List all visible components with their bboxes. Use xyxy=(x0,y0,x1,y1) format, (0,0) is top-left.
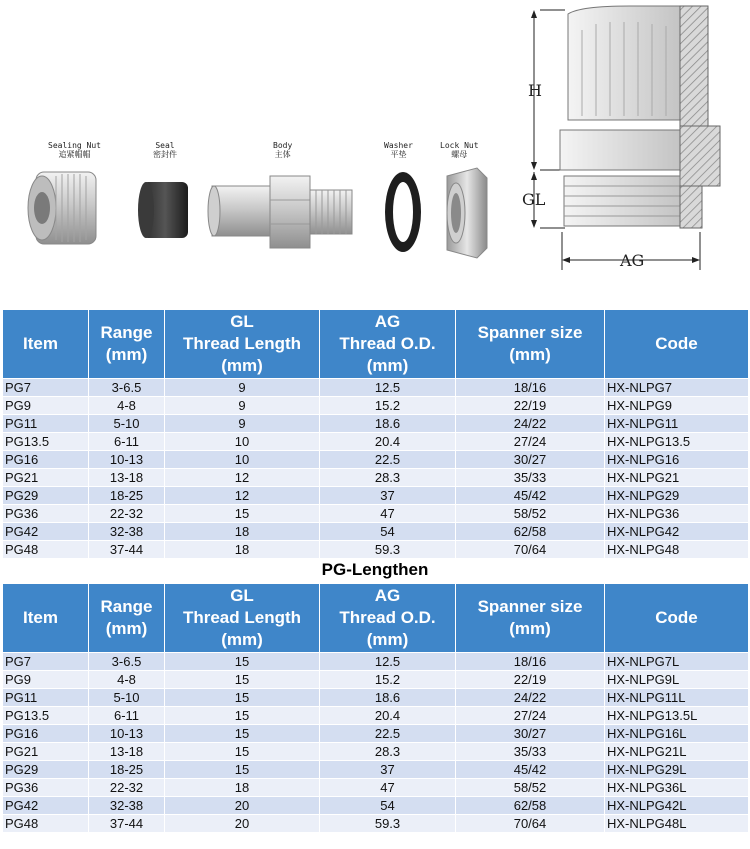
cell-item: PG11 xyxy=(3,415,89,433)
header-range: Range (mm) xyxy=(89,584,165,653)
lengthen-title: PG-Lengthen xyxy=(321,560,429,579)
table-row xyxy=(3,779,749,797)
cell-range: 18-25 xyxy=(89,761,165,779)
cell-gl: 10 xyxy=(165,433,320,451)
cell-range: 22-32 xyxy=(89,779,165,797)
cell-spanner: 62/58 xyxy=(456,523,605,541)
header-gl: GL Thread Length (mm) xyxy=(165,584,320,653)
cell-range: 5-10 xyxy=(89,415,165,433)
table-row xyxy=(3,653,749,671)
cell-item: PG48 xyxy=(3,541,89,559)
cell-spanner: 70/64 xyxy=(456,815,605,833)
cell-gl: 18 xyxy=(165,779,320,797)
body-icon xyxy=(208,176,352,248)
lengthen-table-body xyxy=(3,653,749,833)
cell-spanner: 58/52 xyxy=(456,779,605,797)
cell-gl: 15 xyxy=(165,505,320,523)
table-row xyxy=(3,541,749,559)
table-row xyxy=(3,671,749,689)
header-spanner: Spanner size (mm) xyxy=(456,310,605,379)
sealing-nut-label: Sealing Nut 追紧帽帽 xyxy=(48,141,101,159)
standard-spec-table xyxy=(2,309,749,559)
cell-ag: 15.2 xyxy=(320,397,456,415)
cell-range: 3-6.5 xyxy=(89,653,165,671)
cell-code: HX-NLPG7L xyxy=(605,653,749,671)
table-row xyxy=(3,415,749,433)
cell-gl: 10 xyxy=(165,451,320,469)
cell-ag: 20.4 xyxy=(320,707,456,725)
cell-gl: 9 xyxy=(165,415,320,433)
cell-code: HX-NLPG42 xyxy=(605,523,749,541)
header-ag: AG Thread O.D. (mm) xyxy=(320,310,456,379)
dimension-drawing xyxy=(520,0,750,300)
cell-ag: 20.4 xyxy=(320,433,456,451)
cell-ag: 54 xyxy=(320,523,456,541)
cell-ag: 15.2 xyxy=(320,671,456,689)
cell-gl: 15 xyxy=(165,743,320,761)
cell-range: 32-38 xyxy=(89,523,165,541)
cell-code: HX-NLPG13.5L xyxy=(605,707,749,725)
cell-ag: 12.5 xyxy=(320,653,456,671)
cell-item: PG16 xyxy=(3,725,89,743)
cell-code: HX-NLPG29L xyxy=(605,761,749,779)
lock-nut-icon xyxy=(447,168,487,258)
cell-ag: 22.5 xyxy=(320,451,456,469)
cell-item: PG48 xyxy=(3,815,89,833)
cell-code: HX-NLPG16 xyxy=(605,451,749,469)
lock-nut-label: Lock Nut 螺母 xyxy=(440,141,479,159)
cell-item: PG21 xyxy=(3,743,89,761)
cross-section-drawing xyxy=(520,0,750,300)
table-row xyxy=(3,469,749,487)
header-code: Code xyxy=(605,310,749,379)
cell-spanner: 35/33 xyxy=(456,743,605,761)
table-row xyxy=(3,487,749,505)
cell-code: HX-NLPG48 xyxy=(605,541,749,559)
table-row xyxy=(3,725,749,743)
cell-range: 10-13 xyxy=(89,725,165,743)
cell-range: 6-11 xyxy=(89,433,165,451)
cell-spanner: 24/22 xyxy=(456,415,605,433)
cell-gl: 15 xyxy=(165,725,320,743)
cell-item: PG29 xyxy=(3,487,89,505)
cell-spanner: 18/16 xyxy=(456,653,605,671)
cell-ag: 12.5 xyxy=(320,379,456,397)
table-row xyxy=(3,433,749,451)
table-row xyxy=(3,505,749,523)
cell-range: 37-44 xyxy=(89,541,165,559)
dim-gl-label: GL xyxy=(522,190,546,209)
table-row xyxy=(3,397,749,415)
cell-ag: 22.5 xyxy=(320,725,456,743)
cell-ag: 18.6 xyxy=(320,689,456,707)
table-header-row xyxy=(3,584,749,653)
cell-range: 18-25 xyxy=(89,487,165,505)
cell-code: HX-NLPG36L xyxy=(605,779,749,797)
cell-range: 13-18 xyxy=(89,743,165,761)
cell-ag: 28.3 xyxy=(320,743,456,761)
cell-range: 6-11 xyxy=(89,707,165,725)
cell-gl: 12 xyxy=(165,469,320,487)
cell-code: HX-NLPG42L xyxy=(605,797,749,815)
cell-ag: 47 xyxy=(320,505,456,523)
cell-range: 32-38 xyxy=(89,797,165,815)
cell-item: PG11 xyxy=(3,689,89,707)
cell-item: PG42 xyxy=(3,797,89,815)
cell-code: HX-NLPG21 xyxy=(605,469,749,487)
cell-gl: 20 xyxy=(165,797,320,815)
cell-range: 10-13 xyxy=(89,451,165,469)
cell-gl: 18 xyxy=(165,523,320,541)
cell-spanner: 30/27 xyxy=(456,451,605,469)
cell-ag: 59.3 xyxy=(320,541,456,559)
table-row xyxy=(3,815,749,833)
cell-code: HX-NLPG36 xyxy=(605,505,749,523)
cell-spanner: 62/58 xyxy=(456,797,605,815)
cell-ag: 18.6 xyxy=(320,415,456,433)
header-item: Item xyxy=(3,310,89,379)
cell-range: 37-44 xyxy=(89,815,165,833)
header-code: Code xyxy=(605,584,749,653)
cell-spanner: 27/24 xyxy=(456,433,605,451)
seal-label: Seal 密封件 xyxy=(153,141,177,159)
table-row xyxy=(3,689,749,707)
cell-gl: 12 xyxy=(165,487,320,505)
table-row xyxy=(3,761,749,779)
cell-item: PG16 xyxy=(3,451,89,469)
cell-gl: 18 xyxy=(165,541,320,559)
header-item: Item xyxy=(3,584,89,653)
table-row xyxy=(3,523,749,541)
cell-ag: 54 xyxy=(320,797,456,815)
cell-range: 13-18 xyxy=(89,469,165,487)
cell-gl: 15 xyxy=(165,761,320,779)
cell-item: PG7 xyxy=(3,379,89,397)
cell-item: PG13.5 xyxy=(3,433,89,451)
cell-ag: 37 xyxy=(320,761,456,779)
cell-spanner: 22/19 xyxy=(456,397,605,415)
cell-item: PG36 xyxy=(3,779,89,797)
standard-table-body xyxy=(3,379,749,559)
header-gl: GL Thread Length (mm) xyxy=(165,310,320,379)
dim-ag-label: AG xyxy=(620,251,645,270)
dim-h-label: H xyxy=(528,81,542,100)
cell-code: HX-NLPG9L xyxy=(605,671,749,689)
cell-range: 3-6.5 xyxy=(89,379,165,397)
cell-spanner: 70/64 xyxy=(456,541,605,559)
table-row xyxy=(3,451,749,469)
cell-gl: 15 xyxy=(165,707,320,725)
cell-code: HX-NLPG11L xyxy=(605,689,749,707)
cell-item: PG7 xyxy=(3,653,89,671)
cell-code: HX-NLPG7 xyxy=(605,379,749,397)
cell-spanner: 30/27 xyxy=(456,725,605,743)
cell-spanner: 58/52 xyxy=(456,505,605,523)
cell-gl: 20 xyxy=(165,815,320,833)
cell-item: PG36 xyxy=(3,505,89,523)
header-range: Range (mm) xyxy=(89,310,165,379)
cell-spanner: 45/42 xyxy=(456,761,605,779)
cell-ag: 59.3 xyxy=(320,815,456,833)
cell-gl: 15 xyxy=(165,653,320,671)
cell-gl: 9 xyxy=(165,397,320,415)
table-row xyxy=(3,797,749,815)
table-header-row xyxy=(3,310,749,379)
washer-label: Washer 平垫 xyxy=(384,141,413,159)
cell-code: HX-NLPG29 xyxy=(605,487,749,505)
cell-range: 4-8 xyxy=(89,671,165,689)
cell-item: PG9 xyxy=(3,671,89,689)
cell-gl: 15 xyxy=(165,689,320,707)
cell-code: HX-NLPG13.5 xyxy=(605,433,749,451)
cell-range: 22-32 xyxy=(89,505,165,523)
cell-ag: 47 xyxy=(320,779,456,797)
cell-code: HX-NLPG48L xyxy=(605,815,749,833)
cell-spanner: 18/16 xyxy=(456,379,605,397)
cell-range: 5-10 xyxy=(89,689,165,707)
cell-code: HX-NLPG11 xyxy=(605,415,749,433)
body-label: Body 主体 xyxy=(273,141,293,159)
header-ag: AG Thread O.D. (mm) xyxy=(320,584,456,653)
cell-spanner: 35/33 xyxy=(456,469,605,487)
washer-icon xyxy=(385,172,421,252)
cell-item: PG29 xyxy=(3,761,89,779)
cell-item: PG9 xyxy=(3,397,89,415)
cell-spanner: 27/24 xyxy=(456,707,605,725)
header-spanner: Spanner size (mm) xyxy=(456,584,605,653)
cell-spanner: 45/42 xyxy=(456,487,605,505)
cell-range: 4-8 xyxy=(89,397,165,415)
seal-icon xyxy=(138,182,188,238)
table-row xyxy=(3,707,749,725)
exploded-parts-illustration xyxy=(0,0,520,300)
cell-spanner: 22/19 xyxy=(456,671,605,689)
cell-ag: 28.3 xyxy=(320,469,456,487)
cell-code: HX-NLPG16L xyxy=(605,725,749,743)
cell-gl: 15 xyxy=(165,671,320,689)
cell-item: PG42 xyxy=(3,523,89,541)
table-row xyxy=(3,743,749,761)
cell-spanner: 24/22 xyxy=(456,689,605,707)
cell-ag: 37 xyxy=(320,487,456,505)
table-row xyxy=(3,379,749,397)
parts-drawing xyxy=(0,0,520,300)
cell-item: PG21 xyxy=(3,469,89,487)
cell-code: HX-NLPG21L xyxy=(605,743,749,761)
cell-item: PG13.5 xyxy=(3,707,89,725)
cell-gl: 9 xyxy=(165,379,320,397)
sealing-nut-icon xyxy=(28,172,96,244)
cell-code: HX-NLPG9 xyxy=(605,397,749,415)
lengthen-spec-table xyxy=(2,583,749,833)
